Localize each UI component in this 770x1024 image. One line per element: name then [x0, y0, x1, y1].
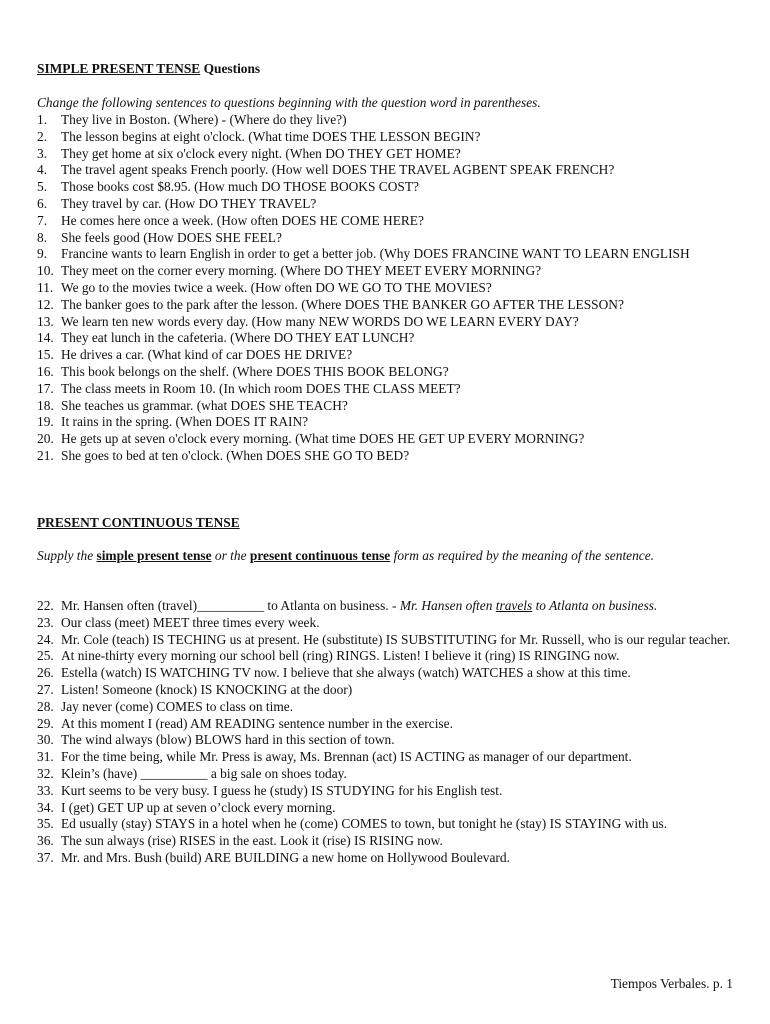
list-item: [37, 783, 733, 800]
page-footer: Tiempos Verbales. p. 1: [610, 976, 733, 991]
item-text: This book belongs on the shelf. (Where DOES THIS BOOK BELONG?: [61, 363, 449, 379]
item-number: 20.: [37, 431, 54, 447]
list-item: [37, 665, 733, 682]
item-number: 18.: [37, 397, 54, 413]
item-number: 26.: [37, 665, 54, 681]
item-number: 11.: [37, 279, 54, 295]
item-text: Kurt seems to be very busy. I guess he (study) IS STUDYING for his English test.: [61, 782, 503, 798]
item-text: They eat lunch in the cafeteria. (Where DO THEY EAT LUNCH?: [61, 330, 415, 346]
item-text: He comes here once a week. (How often DOES HE COME HERE?: [61, 212, 424, 228]
item-text: The banker goes to the park after the lesson. (Where DOES THE BANKER GO AFTER THE LESSON?: [61, 296, 624, 312]
list-item: [37, 230, 733, 247]
item-number: 35.: [37, 816, 54, 832]
item-text: Those books cost $8.95. (How much DO THOSE BOOKS COST?: [61, 179, 419, 195]
item-number: 21.: [37, 447, 54, 463]
item-number: 13.: [37, 313, 54, 329]
list-item: [37, 716, 733, 733]
list-item: [37, 364, 733, 381]
item-number: 36.: [37, 833, 54, 849]
item-text: He gets up at seven o'clock every morning. (What time DOES HE GET UP EVERY MORNING?: [61, 431, 585, 447]
item-number: 25.: [37, 648, 54, 664]
item-text: Francine wants to learn English in order to get a better job. (Why DOES FRANCINE WANT TO LEARN ENGLISH: [61, 246, 690, 262]
list-item: [37, 179, 733, 196]
item-number: 6.: [37, 195, 48, 211]
item-text: They meet on the corner every morning. (Where DO THEY MEET EVERY MORNING?: [61, 263, 542, 279]
item-number: 4.: [37, 162, 48, 178]
list-item: [37, 648, 733, 665]
item-text: Estella (watch) IS WATCHING TV now. I believe that she always (watch) WATCHES a show at this time.: [61, 665, 631, 681]
item-text: For the time being, while Mr. Press is away, Ms. Brennan (act) IS ACTING as manager of our department.: [61, 749, 632, 765]
list-item: [37, 213, 733, 230]
list-item: [37, 381, 733, 398]
list-item: [37, 414, 733, 431]
list-item: [37, 162, 733, 179]
item-number: 3.: [37, 145, 48, 161]
list-item: [37, 146, 733, 163]
item-text: The class meets in Room 10. (In which room DOES THE CLASS MEET?: [61, 380, 461, 396]
item-text: I (get) GET UP up at seven o’clock every morning.: [61, 799, 336, 815]
list-item: [37, 263, 733, 280]
item-number: 17.: [37, 380, 54, 396]
item-text: Mr. Cole (teach) IS TECHING us at present. He (substitute) IS SUBSTITUTING for Mr. Russell, who is our regular teacher.: [61, 631, 731, 647]
item-number: 10.: [37, 263, 54, 279]
list-item: [37, 129, 733, 146]
item-text: They get home at six o'clock every night. (When DO THEY GET HOME?: [61, 145, 461, 161]
list-item: [37, 598, 733, 615]
list-item: [37, 749, 733, 766]
item-text: She feels good (How DOES SHE FEEL?: [61, 229, 282, 245]
item-number: 1.: [37, 112, 48, 127]
item-number: 31.: [37, 749, 54, 765]
item-text: The travel agent speaks French poorly. (How well DOES THE TRAVEL AGBENT SPEAK FRENCH?: [61, 162, 615, 178]
list-item: [37, 112, 733, 129]
list-item: [37, 632, 733, 649]
list-item: [37, 699, 733, 716]
item-number: 22.: [37, 598, 54, 613]
item-text: At nine-thirty every morning our school bell (ring) RINGS. Listen! I believe it (ring) IS RINGING now.: [61, 648, 620, 664]
item-text: She teaches us grammar. (what DOES SHE TEACH?: [61, 397, 348, 413]
section1-title-rest: Questions: [203, 61, 261, 76]
list-item: [37, 330, 733, 347]
item-number: 29.: [37, 715, 54, 731]
section1-question-list: [37, 112, 733, 465]
item-number: 15.: [37, 347, 54, 363]
item-text: Listen! Someone (knock) IS KNOCKING at the door): [61, 681, 353, 697]
list-item: [37, 431, 733, 448]
item-number: 37.: [37, 849, 54, 865]
item-number: 8.: [37, 229, 48, 245]
item-text: They live in Boston. (Where) - (Where do they live?): [61, 112, 347, 127]
list-item: [37, 196, 733, 213]
list-item: [37, 297, 733, 314]
item-number: 5.: [37, 179, 48, 195]
item-number: 30.: [37, 732, 54, 748]
item-number: 9.: [37, 246, 48, 262]
list-item: [37, 314, 733, 331]
instr-text: form as required by the meaning of the sentence.: [390, 548, 655, 563]
item-number: 33.: [37, 782, 54, 798]
item-text: We learn ten new words every day. (How many NEW WORDS DO WE LEARN EVERY DAY?: [61, 313, 579, 329]
section2-instructions: [37, 548, 733, 565]
section1-instructions: Change the following sentences to questions beginning with the question word in parentheses.: [37, 95, 541, 110]
list-item: [37, 615, 733, 632]
item-number: 34.: [37, 799, 54, 815]
item-text: He drives a car. (What kind of car DOES HE DRIVE?: [61, 347, 353, 363]
list-item: [37, 766, 733, 783]
example-text: to Atlanta on business.: [532, 598, 658, 613]
instr-term-present-continuous: present continuous tense: [249, 548, 391, 563]
item-text: The wind always (blow) BLOWS hard in this section of town.: [61, 732, 395, 748]
item-text: The sun always (rise) RISES in the east. Look it (rise) IS RISING now.: [61, 833, 443, 849]
item-text: It rains in the spring. (When DOES IT RAIN?: [61, 414, 309, 430]
item-text: Mr. and Mrs. Bush (build) ARE BUILDING a new home on Hollywood Boulevard.: [61, 849, 510, 865]
item-number: 32.: [37, 765, 54, 781]
instr-text: Supply the: [37, 548, 97, 563]
list-item: [37, 347, 733, 364]
item-number: 28.: [37, 698, 54, 714]
section1-title: [37, 61, 260, 78]
list-item: [37, 732, 733, 749]
item-number: 2.: [37, 128, 48, 144]
section1-title-underlined: SIMPLE PRESENT TENSE: [37, 61, 201, 76]
example-text: Mr. Hansen often: [399, 598, 496, 613]
item-text: She goes to bed at ten o'clock. (When DOES SHE GO TO BED?: [61, 447, 410, 463]
item-text: We go to the movies twice a week. (How often DO WE GO TO THE MOVIES?: [61, 279, 492, 295]
item-example: [400, 598, 658, 613]
list-item: [37, 280, 733, 297]
item-text: Our class (meet) MEET three times every week.: [61, 614, 320, 630]
item-text: Ed usually (stay) STAYS in a hotel when he (come) COMES to town, but tonight he (stay) IS STAYING with us.: [61, 816, 668, 832]
item-prompt: Mr. Hansen often (travel)__________ to Atlanta on business. -: [61, 598, 400, 613]
item-number: 27.: [37, 681, 54, 697]
item-number: 14.: [37, 330, 54, 346]
item-text: At this moment I (read) AM READING sentence number in the exercise.: [61, 715, 453, 731]
list-item: [37, 800, 733, 817]
item-number: 12.: [37, 296, 54, 312]
instr-text: or the: [211, 548, 250, 563]
item-text: The lesson begins at eight o'clock. (What time DOES THE LESSON BEGIN?: [61, 128, 481, 144]
section2-exercise-list: [37, 598, 733, 867]
item-number: 23.: [37, 614, 54, 630]
example-answer: travels: [495, 598, 533, 613]
item-number: 7.: [37, 212, 48, 228]
item-text: [61, 598, 733, 615]
item-number: 24.: [37, 631, 54, 647]
list-item: [37, 448, 733, 465]
list-item: [37, 682, 733, 699]
item-number: 16.: [37, 363, 54, 379]
instr-term-simple-present: simple present tense: [96, 548, 212, 563]
list-item: [37, 246, 733, 263]
section2-title: PRESENT CONTINUOUS TENSE: [37, 515, 240, 530]
item-text: Klein’s (have) __________ a big sale on shoes today.: [61, 765, 347, 781]
list-item: [37, 850, 733, 867]
list-item: [37, 833, 733, 850]
item-text: They travel by car. (How DO THEY TRAVEL?: [61, 195, 317, 211]
item-text: Jay never (come) COMES to class on time.: [61, 698, 294, 714]
list-item: [37, 398, 733, 415]
list-item: [37, 816, 733, 833]
item-number: 19.: [37, 414, 54, 430]
